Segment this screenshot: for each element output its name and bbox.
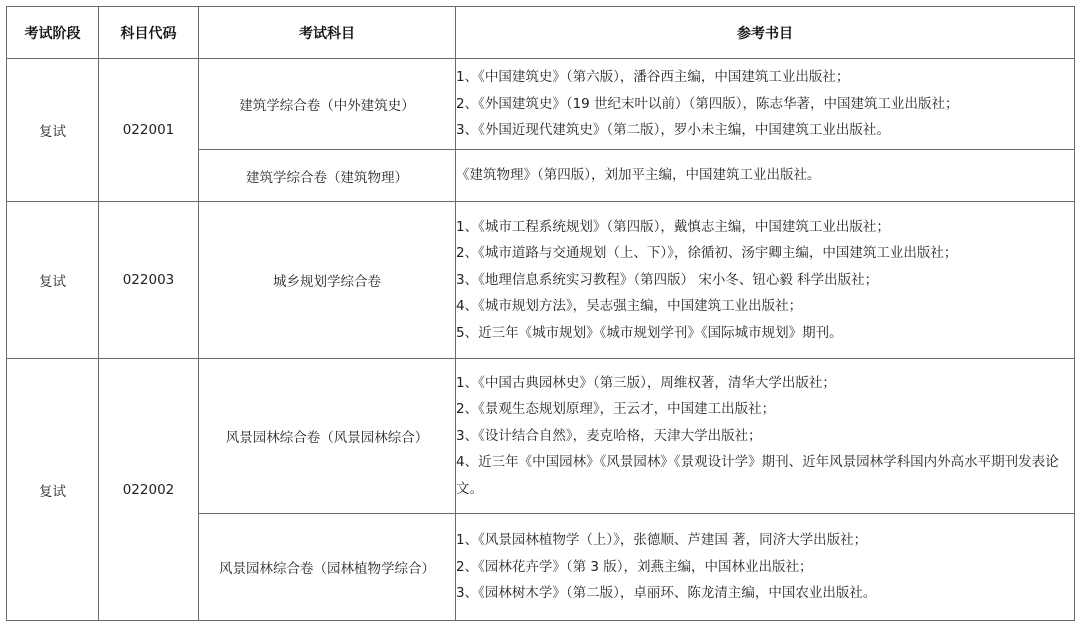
table-row <box>7 359 1075 514</box>
header-stage: 考试阶段 <box>7 7 99 59</box>
header-subject: 考试科目 <box>199 7 456 59</box>
book-item: 3、《外国近现代建筑史》（第二版），罗小未主编，中国建筑工业出版社。 <box>456 122 890 139</box>
book-item: 1、《风景园林植物学（上）》，张德顺、芦建国 著，同济大学出版社； <box>456 532 868 549</box>
header-books: 参考书目 <box>456 7 1075 59</box>
book-item: 4、近三年《中国园林》《风景园林》《景观设计学》期刊、近年风景园林学科国内外高水平期刊发表论文。 <box>456 454 1059 497</box>
subject-cell: 建筑学综合卷（建筑物理） <box>199 150 456 202</box>
books-cell <box>456 202 1075 359</box>
book-item: 2、《外国建筑史》（19 世纪末叶以前）（第四版），陈志华著，中国建筑工业出版社； <box>456 95 959 112</box>
book-item: 5、近三年《城市规划》《城市规划学刊》《国际城市规划》期刊。 <box>456 324 843 341</box>
books-cell <box>456 150 1075 202</box>
book-item: 1、《城市工程系统规划》（第四版），戴慎志主编，中国建筑工业出版社； <box>456 218 890 235</box>
books-cell <box>456 514 1075 621</box>
book-item: 2、《城市道路与交通规划（上、下）》，徐循初、汤宇卿主编，中国建筑工业出版社； <box>456 245 958 262</box>
table-row <box>7 59 1075 150</box>
book-item: 3、《设计结合自然》，麦克哈格，天津大学出版社； <box>456 427 762 444</box>
code-cell: 022002 <box>99 359 199 621</box>
book-item: 《建筑物理》（第四版），刘加平主编，中国建筑工业出版社。 <box>456 167 821 184</box>
book-item: 3、《园林树木学》（第二版），卓丽环、陈龙清主编，中国农业出版社。 <box>456 585 877 602</box>
book-item: 1、《中国建筑史》（第六版），潘谷西主编，中国建筑工业出版社； <box>456 69 850 86</box>
book-item: 2、《园林花卉学》（第 3 版），刘燕主编，中国林业出版社； <box>456 558 813 575</box>
books-cell <box>456 59 1075 150</box>
subject-cell: 建筑学综合卷（中外建筑史） <box>199 59 456 150</box>
book-item: 4、《城市规划方法》，吴志强主编，中国建筑工业出版社； <box>456 298 803 315</box>
stage-cell: 复试 <box>7 359 99 621</box>
books-cell <box>456 359 1075 514</box>
subject-cell: 城乡规划学综合卷 <box>199 202 456 359</box>
subject-cell: 风景园林综合卷（风景园林综合） <box>199 359 456 514</box>
book-item: 2、《景观生态规划原理》，王云才，中国建工出版社； <box>456 401 776 418</box>
table-header-row <box>7 7 1075 59</box>
book-item: 1、《中国古典园林史》（第三版），周维权著，清华大学出版社； <box>456 374 836 391</box>
stage-cell: 复试 <box>7 202 99 359</box>
table-row <box>7 202 1075 359</box>
code-cell: 022001 <box>99 59 199 202</box>
exam-reference-table <box>6 6 1075 621</box>
header-code: 科目代码 <box>99 7 199 59</box>
code-cell: 022003 <box>99 202 199 359</box>
subject-cell: 风景园林综合卷（园林植物学综合） <box>199 514 456 621</box>
book-item: 3、《地理信息系统实习教程》（第四版） 宋小冬、钮心毅 科学出版社； <box>456 271 879 288</box>
stage-cell: 复试 <box>7 59 99 202</box>
